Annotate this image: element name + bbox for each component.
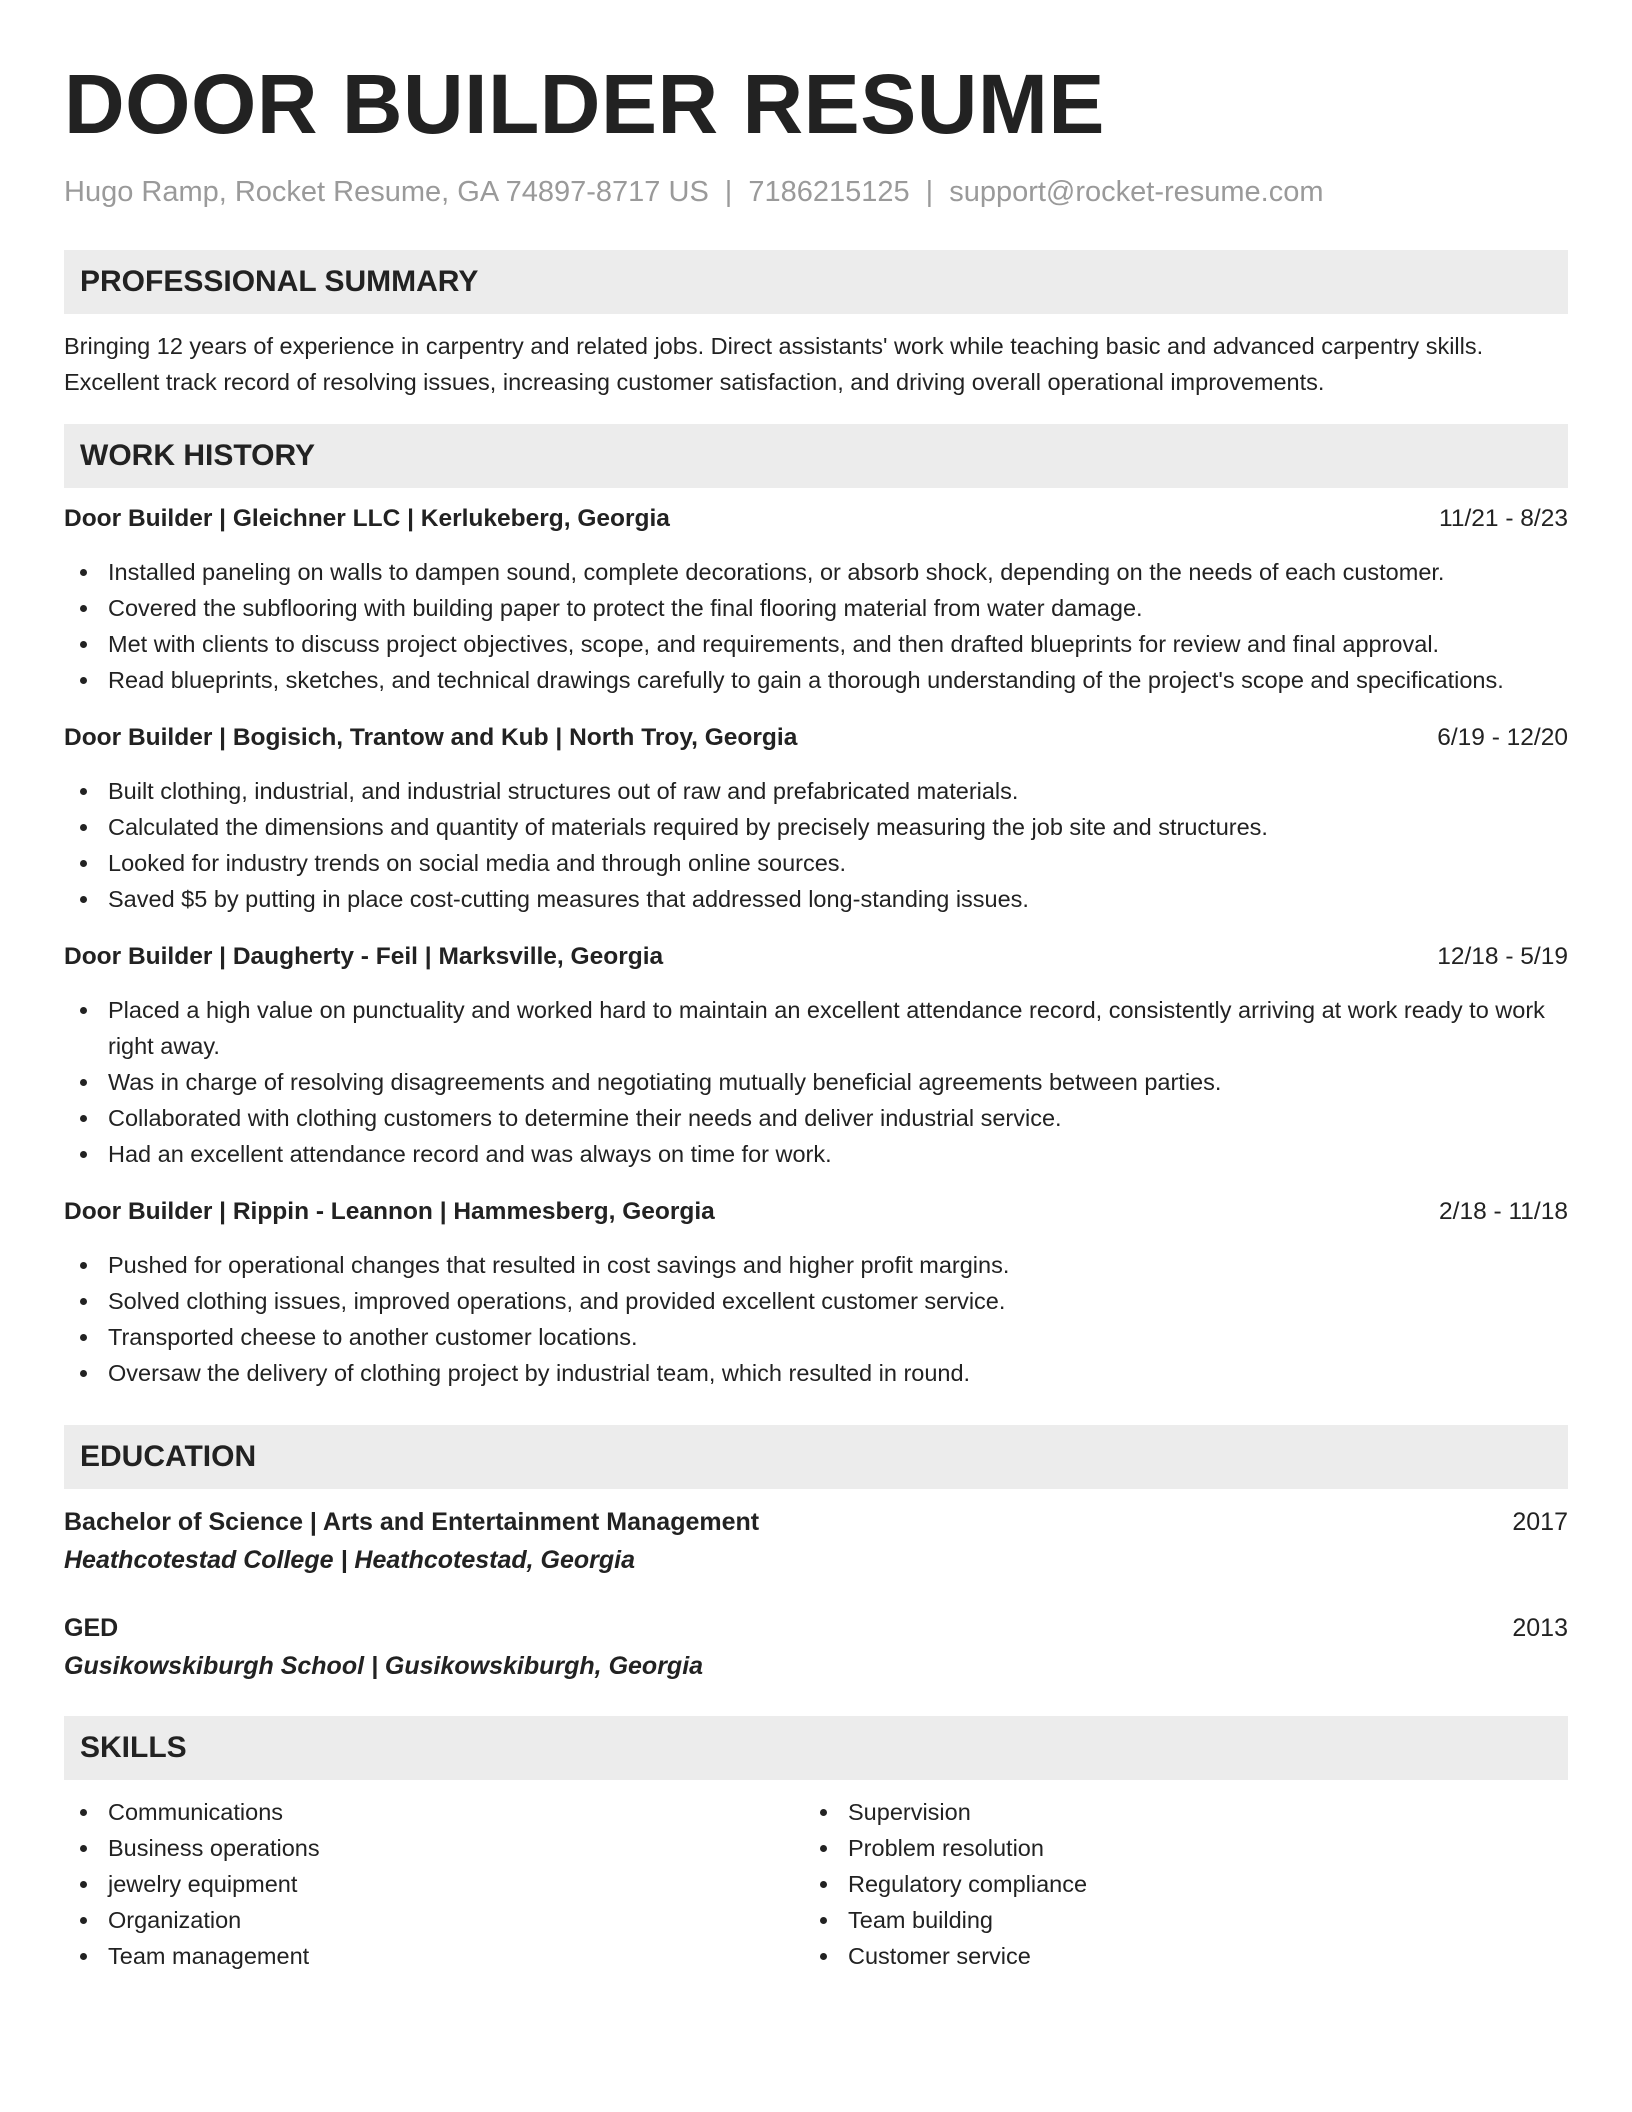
contact-email: support@rocket-resume.com [949,175,1324,208]
section-heading-work-history: WORK HISTORY [64,424,1568,488]
education-entry [64,1504,1568,1580]
job-title: Door Builder | Rippin - Leannon | Hammesberg, Georgia [64,1198,715,1225]
job-entry [64,939,1568,1172]
education-school: Heathcotestad College | Heathcotestad, Georgia [64,1545,636,1574]
job-bullets [64,992,1568,1172]
job-dates: 6/19 - 12/20 [1437,724,1568,751]
summary-line: Bringing 12 years of experience in carpentry and related jobs. Direct assistants' work while teaching basic and advanced carpentry skills. [64,333,1484,359]
job-title: Door Builder | Bogisich, Trantow and Kub | North Troy, Georgia [64,724,798,751]
skill-item: Team management [64,1938,804,1974]
education-degree: Bachelor of Science | Arts and Entertainment Management [64,1507,760,1536]
job-bullets [64,773,1568,917]
job-bullet: Placed a high value on punctuality and worked hard to maintain an excellent attendance record, consistently arriving at work ready to work right away. [64,992,1568,1064]
skill-item: Problem resolution [804,1830,1544,1866]
skill-item: Organization [64,1902,804,1938]
job-bullet: Installed paneling on walls to dampen sound, complete decorations, or absorb shock, depending on the needs of each customer. [64,554,1568,590]
contact-phone: 7186215125 [748,175,910,208]
skills-list-left [64,1794,804,1974]
education-year: 2013 [1512,1613,1568,1642]
job-bullet: Oversaw the delivery of clothing project by industrial team, which resulted in round. [64,1355,1568,1391]
section-heading-summary: PROFESSIONAL SUMMARY [64,250,1568,314]
contact-separator: | [724,175,733,208]
skill-item: Customer service [804,1938,1544,1974]
job-bullet: Collaborated with clothing customers to determine their needs and deliver industrial service. [64,1100,1568,1136]
section-heading-skills: SKILLS [64,1716,1568,1780]
summary-line: Excellent track record of resolving issues, increasing customer satisfaction, and driving overall operational improvements. [64,369,1325,395]
contact-line [64,172,1568,212]
skill-item: Team building [804,1902,1544,1938]
skill-item: Communications [64,1794,804,1830]
skill-item: Business operations [64,1830,804,1866]
job-header [64,720,1568,756]
skills-columns [64,1794,1568,1974]
job-title: Door Builder | Gleichner LLC | Kerlukeberg, Georgia [64,505,670,532]
education-entry [64,1610,1568,1686]
job-bullet: Was in charge of resolving disagreements and negotiating mutually beneficial agreements between parties. [64,1064,1568,1100]
job-bullet: Had an excellent attendance record and was always on time for work. [64,1136,1568,1172]
job-bullet: Solved clothing issues, improved operations, and provided excellent customer service. [64,1283,1568,1319]
education-degree: GED [64,1613,119,1642]
job-dates: 2/18 - 11/18 [1439,1198,1568,1225]
education-year: 2017 [1512,1507,1568,1536]
skill-item: Supervision [804,1794,1544,1830]
job-bullets [64,1247,1568,1391]
job-bullet: Read blueprints, sketches, and technical drawings carefully to gain a thorough understanding of the project's scope and specifications. [64,662,1568,698]
job-bullet: Covered the subflooring with building paper to protect the final flooring material from water damage. [64,590,1568,626]
job-dates: 12/18 - 5/19 [1437,943,1568,970]
skill-item: Regulatory compliance [804,1866,1544,1902]
job-bullet: Calculated the dimensions and quantity of materials required by precisely measuring the job site and structures. [64,809,1568,845]
job-dates: 11/21 - 8/23 [1439,505,1568,532]
job-header [64,1194,1568,1230]
job-bullet: Pushed for operational changes that resulted in cost savings and higher profit margins. [64,1247,1568,1283]
education-school: Gusikowskiburgh School | Gusikowskiburgh, Georgia [64,1651,704,1680]
resume-title: DOOR BUILDER RESUME [64,57,1105,151]
job-bullet: Looked for industry trends on social media and through online sources. [64,845,1568,881]
education-header [64,1610,1568,1646]
skills-list-right [804,1794,1544,1974]
job-title: Door Builder | Daugherty - Feil | Marksville, Georgia [64,943,664,970]
job-header [64,501,1568,537]
section-heading-education: EDUCATION [64,1425,1568,1489]
summary-text [64,328,1568,400]
job-bullet: Built clothing, industrial, and industrial structures out of raw and prefabricated materials. [64,773,1568,809]
job-bullets [64,554,1568,698]
education-header [64,1504,1568,1540]
job-header [64,939,1568,975]
skill-item: jewelry equipment [64,1866,804,1902]
contact-address: Hugo Ramp, Rocket Resume, GA 74897-8717 US [64,175,709,208]
job-bullet: Met with clients to discuss project objectives, scope, and requirements, and then drafted blueprints for review and final approval. [64,626,1568,662]
job-bullet: Transported cheese to another customer locations. [64,1319,1568,1355]
job-entry [64,501,1568,698]
job-entry [64,1194,1568,1391]
contact-separator: | [925,175,934,208]
job-entry [64,720,1568,917]
job-bullet: Saved $5 by putting in place cost-cutting measures that addressed long-standing issues. [64,881,1568,917]
